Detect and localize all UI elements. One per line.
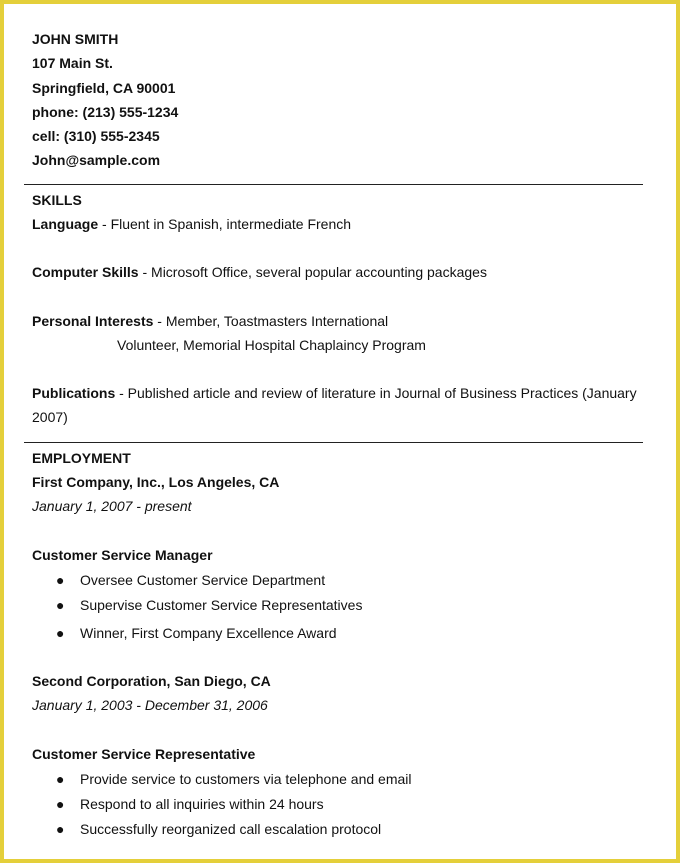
skills-heading: SKILLS — [32, 192, 82, 208]
job2-company: Second Corporation, San Diego, CA — [32, 673, 271, 689]
bullet-icon: ● — [56, 625, 65, 641]
job1-bullet: Supervise Customer Service Representatives — [80, 597, 363, 613]
section-divider — [24, 442, 643, 443]
contact-street: 107 Main St. — [32, 55, 113, 71]
job2-bullet: Provide service to customers via telephone and email — [80, 771, 412, 787]
skill-interests-label: Personal Interests — [32, 313, 154, 329]
skill-interests-text: - Member, Toastmasters International — [153, 313, 389, 329]
job2-dates: January 1, 2003 - December 31, 2006 — [32, 697, 268, 713]
skill-computer — [32, 264, 487, 281]
bullet-icon: ● — [56, 821, 65, 837]
job2-bullet: Respond to all inquiries within 24 hours — [80, 796, 324, 812]
skill-interests — [32, 313, 388, 330]
job1-bullet: Oversee Customer Service Department — [80, 572, 326, 588]
bullet-icon: ● — [56, 597, 65, 613]
skill-computer-text: - Microsoft Office, several popular accounting packages — [138, 264, 487, 280]
contact-name: JOHN SMITH — [32, 31, 119, 47]
section-divider — [24, 184, 643, 185]
job2-bullet: Successfully reorganized call escalation protocol — [80, 821, 382, 837]
contact-email: John@sample.com — [32, 152, 161, 168]
skill-publications-label: Publications — [32, 385, 116, 401]
skill-language — [32, 216, 351, 233]
job1-title: Customer Service Manager — [32, 547, 213, 563]
skill-language-label: Language — [32, 216, 99, 232]
skill-publications — [32, 385, 637, 402]
employment-heading: EMPLOYMENT — [32, 450, 131, 466]
contact-cell: cell: (310) 555-2345 — [32, 128, 160, 144]
skill-computer-label: Computer Skills — [32, 264, 139, 280]
skill-interests-text-2: Volunteer, Memorial Hospital Chaplaincy Program — [117, 337, 426, 353]
job1-company: First Company, Inc., Los Angeles, CA — [32, 474, 280, 490]
contact-phone: phone: (213) 555-1234 — [32, 104, 179, 120]
job1-bullet: Winner, First Company Excellence Award — [80, 625, 337, 641]
bullet-icon: ● — [56, 796, 65, 812]
skill-publications-text-2: 2007) — [32, 409, 68, 425]
bullet-icon: ● — [56, 572, 65, 588]
job2-title: Customer Service Representative — [32, 746, 256, 762]
bullet-icon: ● — [56, 771, 65, 787]
job1-dates: January 1, 2007 - present — [32, 498, 192, 514]
skill-publications-text: - Published article and review of literature in Journal of Business Practices (January — [115, 385, 637, 401]
skill-language-text: - Fluent in Spanish, intermediate French — [98, 216, 352, 232]
contact-city: Springfield, CA 90001 — [32, 80, 176, 96]
